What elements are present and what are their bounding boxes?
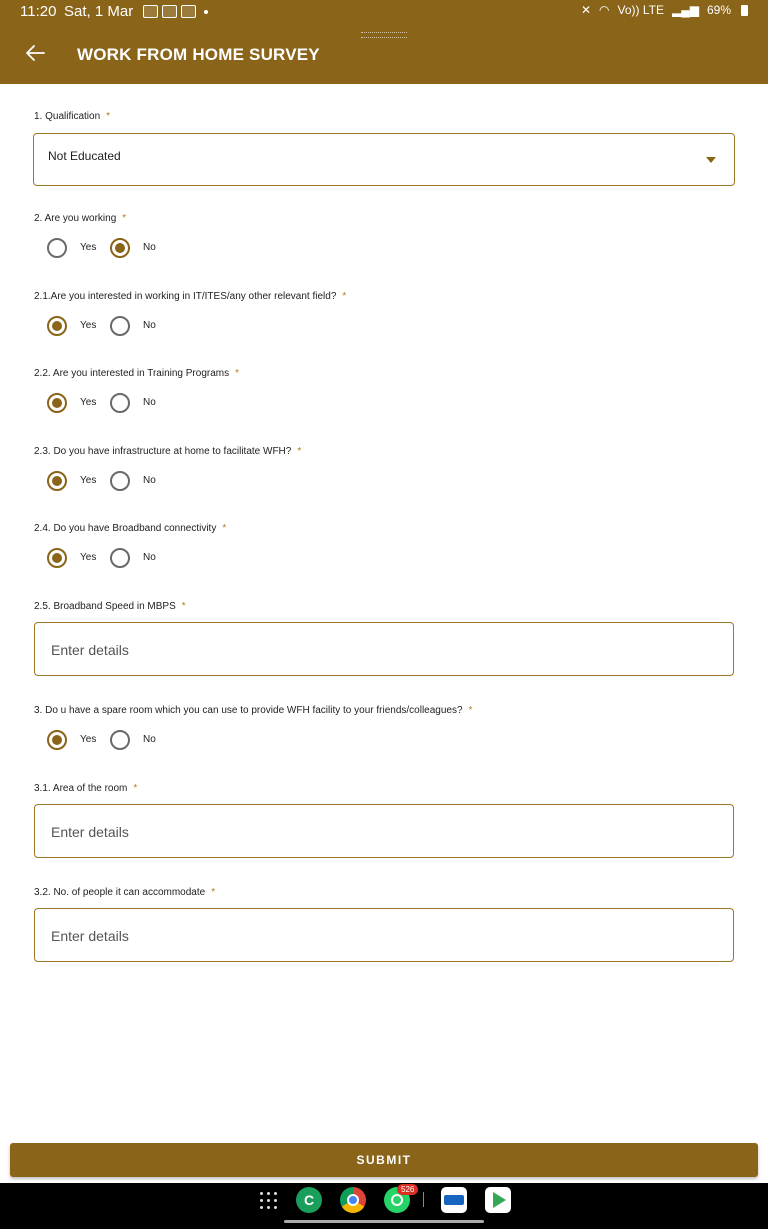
radio-training-yes[interactable] (47, 393, 67, 413)
required-marker: * (235, 368, 240, 379)
radio-infrastructure-no[interactable] (110, 471, 130, 491)
qualification-dropdown[interactable] (33, 133, 735, 186)
radio-label-no: No (143, 397, 156, 408)
radio-training-no[interactable] (110, 393, 130, 413)
question-label-room-area: 3.1. Area of the room * (34, 783, 138, 794)
whatsapp-badge: 526 (397, 1184, 418, 1195)
question-label-spare-room: 3. Do u have a spare room which you can use to provide WFH facility to your friends/colleagues? * (34, 705, 473, 716)
people-capacity-field[interactable] (34, 908, 734, 962)
page-title: WORK FROM HOME SURVEY (77, 45, 320, 64)
back-arrow-icon[interactable] (22, 40, 48, 66)
gallery-notification-icon (143, 5, 158, 18)
question-label-people-capacity: 3.2. No. of people it can accommodate * (34, 887, 216, 898)
mute-icon: ✕ (580, 3, 592, 17)
radio-label-yes: Yes (80, 397, 97, 408)
required-marker: * (342, 291, 347, 302)
question-label-working: 2. Are you working * (34, 213, 127, 224)
question-label-broadband-speed: 2.5. Broadband Speed in MBPS * (34, 601, 186, 612)
play-store-app-icon[interactable] (485, 1187, 511, 1213)
radio-label-yes: Yes (80, 320, 97, 331)
radio-it-interest-yes[interactable] (47, 316, 67, 336)
radio-it-interest-no[interactable] (110, 316, 130, 336)
radio-label-no: No (143, 552, 156, 563)
submit-button[interactable]: SUBMIT (10, 1143, 758, 1177)
radio-label-no: No (143, 475, 156, 486)
photo-notification-icon (162, 5, 177, 18)
radio-broadband-no[interactable] (110, 548, 130, 568)
radio-label-no: No (143, 242, 156, 253)
radio-label-no: No (143, 320, 156, 331)
app-bar (0, 0, 768, 84)
room-area-input[interactable] (49, 821, 713, 843)
required-marker: * (106, 111, 111, 122)
network-label: Vo)) LTE (617, 3, 664, 17)
more-notifications-icon (204, 10, 208, 14)
people-capacity-input[interactable] (49, 925, 713, 947)
chrome-app-icon[interactable] (340, 1187, 366, 1213)
status-bar (0, 0, 768, 24)
broadband-speed-field[interactable] (34, 622, 734, 676)
required-marker: * (468, 705, 473, 716)
battery-icon (741, 5, 748, 16)
qualification-selected: Not Educated (48, 149, 121, 163)
status-time: 11:20 (20, 3, 57, 20)
signal-icon: ▂▄▆ (672, 3, 699, 17)
dock-separator (423, 1192, 424, 1207)
question-label-it-interest: 2.1.Are you interested in working in IT/ITES/any other relevant field? * (34, 291, 347, 302)
radio-infrastructure-yes[interactable] (47, 471, 67, 491)
phone-app-icon[interactable]: C (296, 1187, 322, 1213)
required-marker: * (122, 213, 127, 224)
radio-spare-room-yes[interactable] (47, 730, 67, 750)
question-label-infrastructure: 2.3. Do you have infrastructure at home to facilitate WFH? * (34, 446, 302, 457)
status-date: Sat, 1 Mar (64, 3, 134, 20)
youtube-notification-icon (181, 5, 196, 18)
required-marker: * (222, 523, 227, 534)
question-label-training: 2.2. Are you interested in Training Programs * (34, 368, 240, 379)
radio-working-yes[interactable] (47, 238, 67, 258)
status-right (581, 3, 748, 17)
wifi-icon: ◠ (599, 3, 610, 17)
radio-label-yes: Yes (80, 552, 97, 563)
battery-level: 69% (706, 3, 731, 17)
dropdown-caret-icon (706, 157, 716, 163)
required-marker: * (211, 887, 216, 898)
radio-label-yes: Yes (80, 734, 97, 745)
radio-working-no[interactable] (110, 238, 130, 258)
radio-label-no: No (143, 734, 156, 745)
app-drawer-icon[interactable] (260, 1192, 278, 1210)
radio-spare-room-no[interactable] (110, 730, 130, 750)
broadband-speed-input[interactable] (49, 639, 713, 661)
room-area-field[interactable] (34, 804, 734, 858)
required-marker: * (297, 446, 302, 457)
question-label-qualification: 1. Qualification * (34, 111, 111, 122)
notification-icons (143, 5, 208, 18)
required-marker: * (133, 783, 138, 794)
aarogya-app-icon[interactable] (441, 1187, 467, 1213)
drag-handle[interactable] (361, 32, 407, 38)
radio-label-yes: Yes (80, 242, 97, 253)
home-indicator[interactable] (284, 1220, 484, 1223)
system-nav-bar (0, 1183, 768, 1229)
radio-label-yes: Yes (80, 475, 97, 486)
question-label-broadband: 2.4. Do you have Broadband connectivity * (34, 523, 227, 534)
required-marker: * (181, 601, 186, 612)
radio-broadband-yes[interactable] (47, 548, 67, 568)
